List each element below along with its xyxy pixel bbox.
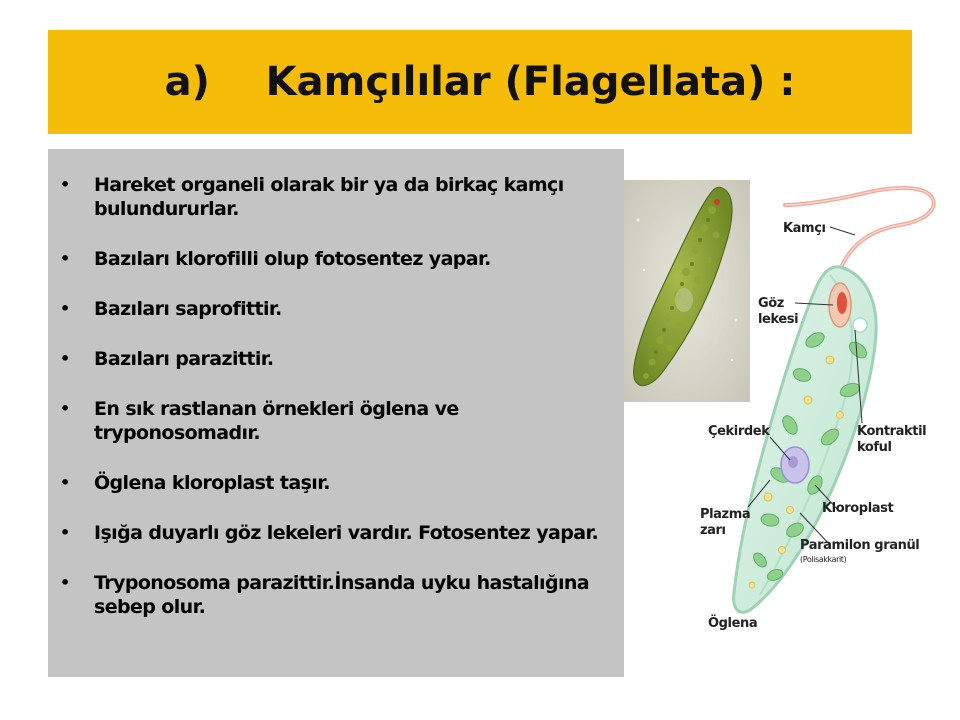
- label-euglena: Öglena: [708, 616, 758, 631]
- label-plasma-line2: zarı: [700, 523, 726, 538]
- bullet-text: Bazıları klorofilli olup fotosentez yapar.: [94, 248, 491, 270]
- label-nucleus: Çekirdek: [708, 424, 770, 439]
- bullet-item: [48, 521, 624, 545]
- bullet-dot: •: [60, 523, 70, 542]
- text-panel: [48, 149, 624, 677]
- bullet-item: [48, 247, 624, 271]
- bullet-dot: •: [60, 573, 70, 592]
- label-contractile-line1: Kontraktil: [857, 424, 927, 439]
- label-polysaccharide: (Polisakkarit): [800, 555, 847, 564]
- bullet-text: En sık rastlanan örnekleri öglena ve tryponosomadır.: [94, 398, 459, 444]
- bullet-list: [48, 173, 624, 645]
- bullet-dot: •: [60, 249, 70, 268]
- bullet-text: Öglena kloroplast taşır.: [94, 472, 330, 494]
- title-bar: [48, 30, 912, 134]
- euglena-diagram: [690, 175, 960, 645]
- slide-title: a) Kamçılılar (Flagellata) :: [164, 59, 796, 105]
- bullet-text: Hareket organeli olarak bir ya da birkaç kamçı bulundururlar.: [94, 174, 564, 220]
- bullet-dot: •: [60, 399, 70, 418]
- bullet-text: Bazıları saprofittir.: [94, 298, 282, 320]
- bullet-item: [48, 173, 624, 221]
- label-eyespot-line1: Göz: [758, 296, 784, 311]
- bullet-dot: •: [60, 349, 70, 368]
- bullet-item: [48, 471, 624, 495]
- bullet-text: Tryponosoma parazittir.İnsanda uyku hastalığına sebep olur.: [94, 572, 590, 618]
- label-flagellum: Kamçı: [783, 221, 826, 236]
- bullet-dot: •: [60, 473, 70, 492]
- bullet-item: [48, 347, 624, 371]
- bullet-dot: •: [60, 175, 70, 194]
- label-eyespot-line2: lekesi: [758, 312, 799, 327]
- bullet-item: [48, 571, 624, 619]
- label-paramylon: Paramilon granül: [800, 538, 920, 553]
- label-contractile-line2: koful: [857, 440, 892, 455]
- bullet-dot: •: [60, 299, 70, 318]
- label-chloroplast: Kloroplast: [822, 501, 894, 516]
- bullet-text: Işığa duyarlı göz lekeleri vardır. Fotosentez yapar.: [94, 522, 599, 544]
- bullet-text: Bazıları parazittir.: [94, 348, 274, 370]
- bullet-item: [48, 397, 624, 445]
- label-plasma-line1: Plazma: [700, 507, 751, 522]
- bullet-item: [48, 297, 624, 321]
